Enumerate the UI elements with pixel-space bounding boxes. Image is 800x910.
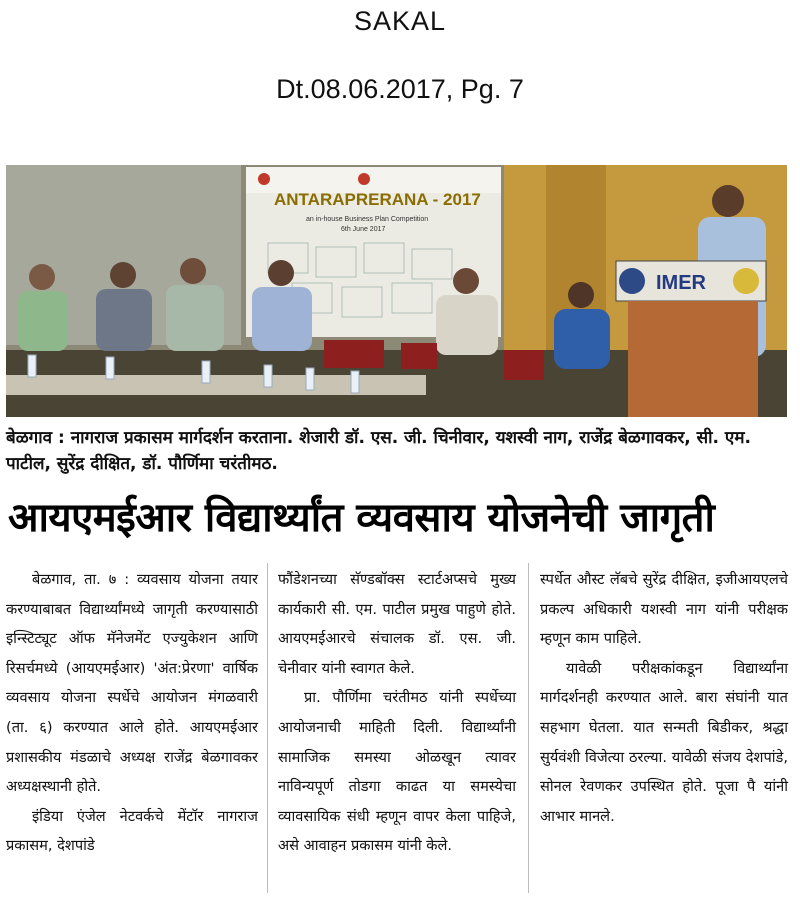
paragraph: स्पर्धेत औस्ट लॅबचे सुरेंद्र दीक्षित, इजीआयएलचे प्रकल्प अधिकारी यशस्वी नाग यांनी परीक्षक म्हणून काम पाहिले.: [540, 571, 788, 648]
column-divider: [528, 563, 529, 893]
article-column-3: [540, 565, 788, 831]
paragraph: बेळगाव, ता. ७ : व्यवसाय योजना तयार करण्याबाबत विद्यार्थ्यांमध्ये जागृती करण्यासाठी इन्स्टिट्यूट ऑफ मॅनेजमेंट एज्युकेशन आणि रिसर्चमध्ये (आयएमईआर) 'अंत:प्रेरणा' वार्षिक व्यवसाय योजना स्पर्धेचे आयोजन मंगळवारी (ता. ६) करण्यात आले होते. आयएमईआर प्रशासकीय मंडळाचे अध्यक्ष राजेंद्र बेळगावकर अध्यक्षस्थानी होते.: [6, 571, 258, 796]
dateline: Dt.08.06.2017, Pg. 7: [276, 74, 524, 104]
publication-name: SAKAL: [353, 6, 447, 36]
photo-caption: बेळगाव : नागराज प्रकासम मार्गदर्शन करताना. शेजारी डॉ. एस. जी. चिनीवार, यशस्वी नाग, राजेंद्र बेळगावकर, सी. एम. पाटील, सुरेंद्र दीक्षित, डॉ. पौर्णिमा चरंतीमठ.: [6, 428, 751, 474]
article-column-2: [278, 565, 516, 861]
banner-subtitle: an in-house Business Plan Competition: [306, 216, 429, 223]
banner-date: 6th June 2017: [341, 226, 386, 233]
paragraph: फौंडेशनच्या सॅण्डबॉक्स स्टार्टअप्सचे मुख्य कार्यकारी सी. एम. पाटील प्रमुख पाहुणे होते. आयएमईआरचे संचालक डॉ. एस. जी. चेनीवार यांनी स्वागत केले.: [278, 571, 516, 677]
article-column-1: [6, 565, 258, 861]
banner-title: ANTARAPRERANA - 2017: [274, 190, 481, 209]
event-photo: [6, 165, 787, 417]
podium-logo: IMER: [656, 272, 706, 294]
paragraph: यावेळी परीक्षकांकडून विद्यार्थ्यांना मार्गदर्शनही करण्यात आले. बारा संघांनी यात सहभाग घेतला. यात सन्मती बिडीकर, श्रद्धा सुर्यवंशी विजेत्या ठरल्या. यावेळी संजय देशपांडे, सोनल रेवणकर उपस्थित होते. पूजा पै यांनी आभार मानले.: [540, 659, 788, 825]
paragraph: प्रा. पौर्णिमा चरंतीमठ यांनी स्पर्धेच्या आयोजनाची माहिती दिली. विद्यार्थ्यांनी सामाजिक समस्या ओळखून त्यावर नाविन्यपूर्ण तोडगा काढत या समस्येचा व्यावसायिक संधी म्हणून वापर केला पाहिजे, असे आवाहन प्रकासम यांनी केले.: [278, 689, 516, 855]
headline: आयएमईआर विद्यार्थ्यांत व्यवसाय योजनेची जागृती: [8, 495, 715, 541]
paragraph: इंडिया एंजेल नेटवर्कचे मेंटॉर नागराज प्रकासम, देशपांडे: [6, 807, 258, 855]
column-divider: [267, 563, 268, 893]
